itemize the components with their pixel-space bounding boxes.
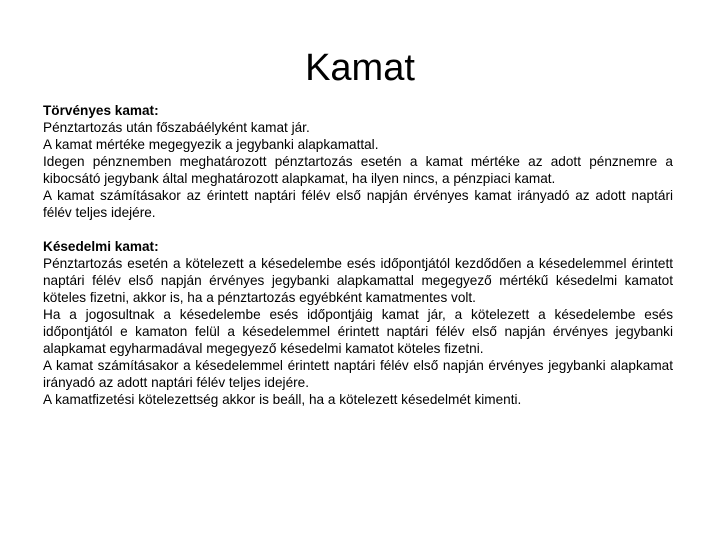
- section-spacer: [43, 221, 673, 238]
- section-heading: Törvényes kamat:: [43, 103, 159, 118]
- paragraph: Idegen pénznemben meghatározott pénztartozás esetén a kamat mértéke az adott pénznemre a kibocsátó jegybank által meghatározott alapkamat, ha ilyen nincs, a pénzpiaci kamat.: [43, 154, 673, 186]
- paragraph: Ha a jogosultnak a késedelembe esés időpontjáig kamat jár, a kötelezett a késedelembe esés időpontjától e kamaton felül a késedelemmel érintett naptári félév első napján érvényes jegybanki alapkamat egyharmadával megegyező késedelmi kamatot köteles fizetni.: [43, 307, 673, 356]
- paragraph: Pénztartozás után főszabáélyként kamat jár.: [43, 120, 310, 135]
- slide-body: [43, 102, 673, 408]
- paragraph: A kamat számításakor az érintett naptári félév első napján érvényes kamat irányadó az adott naptári félév teljes idejére.: [43, 188, 673, 220]
- paragraph: A kamatfizetési kötelezettség akkor is beáll, ha a kötelezett késedelmét kimenti.: [43, 392, 522, 407]
- section-kesedelmi-kamat: [43, 238, 673, 408]
- section-heading: Késedelmi kamat:: [43, 239, 159, 254]
- paragraph: A kamat mértéke megegyezik a jegybanki alapkamattal.: [43, 137, 379, 152]
- paragraph: A kamat számításakor a késedelemmel érintett naptári félév első napján érvényes jegybanki alapkamat irányadó az adott naptári félév teljes idejére.: [43, 358, 673, 390]
- paragraph: Pénztartozás esetén a kötelezett a késedelembe esés időpontjától kezdődően a késedelemmel érintett naptári félév első napján érvényes jegybanki alapkamattal megegyező mértékű késedelmi kamatot köteles fizetni, akkor is, ha a pénztartozás egyébként kamatmentes volt.: [43, 256, 673, 305]
- section-torvenyes-kamat: [43, 102, 673, 221]
- slide-title: Kamat: [305, 47, 415, 89]
